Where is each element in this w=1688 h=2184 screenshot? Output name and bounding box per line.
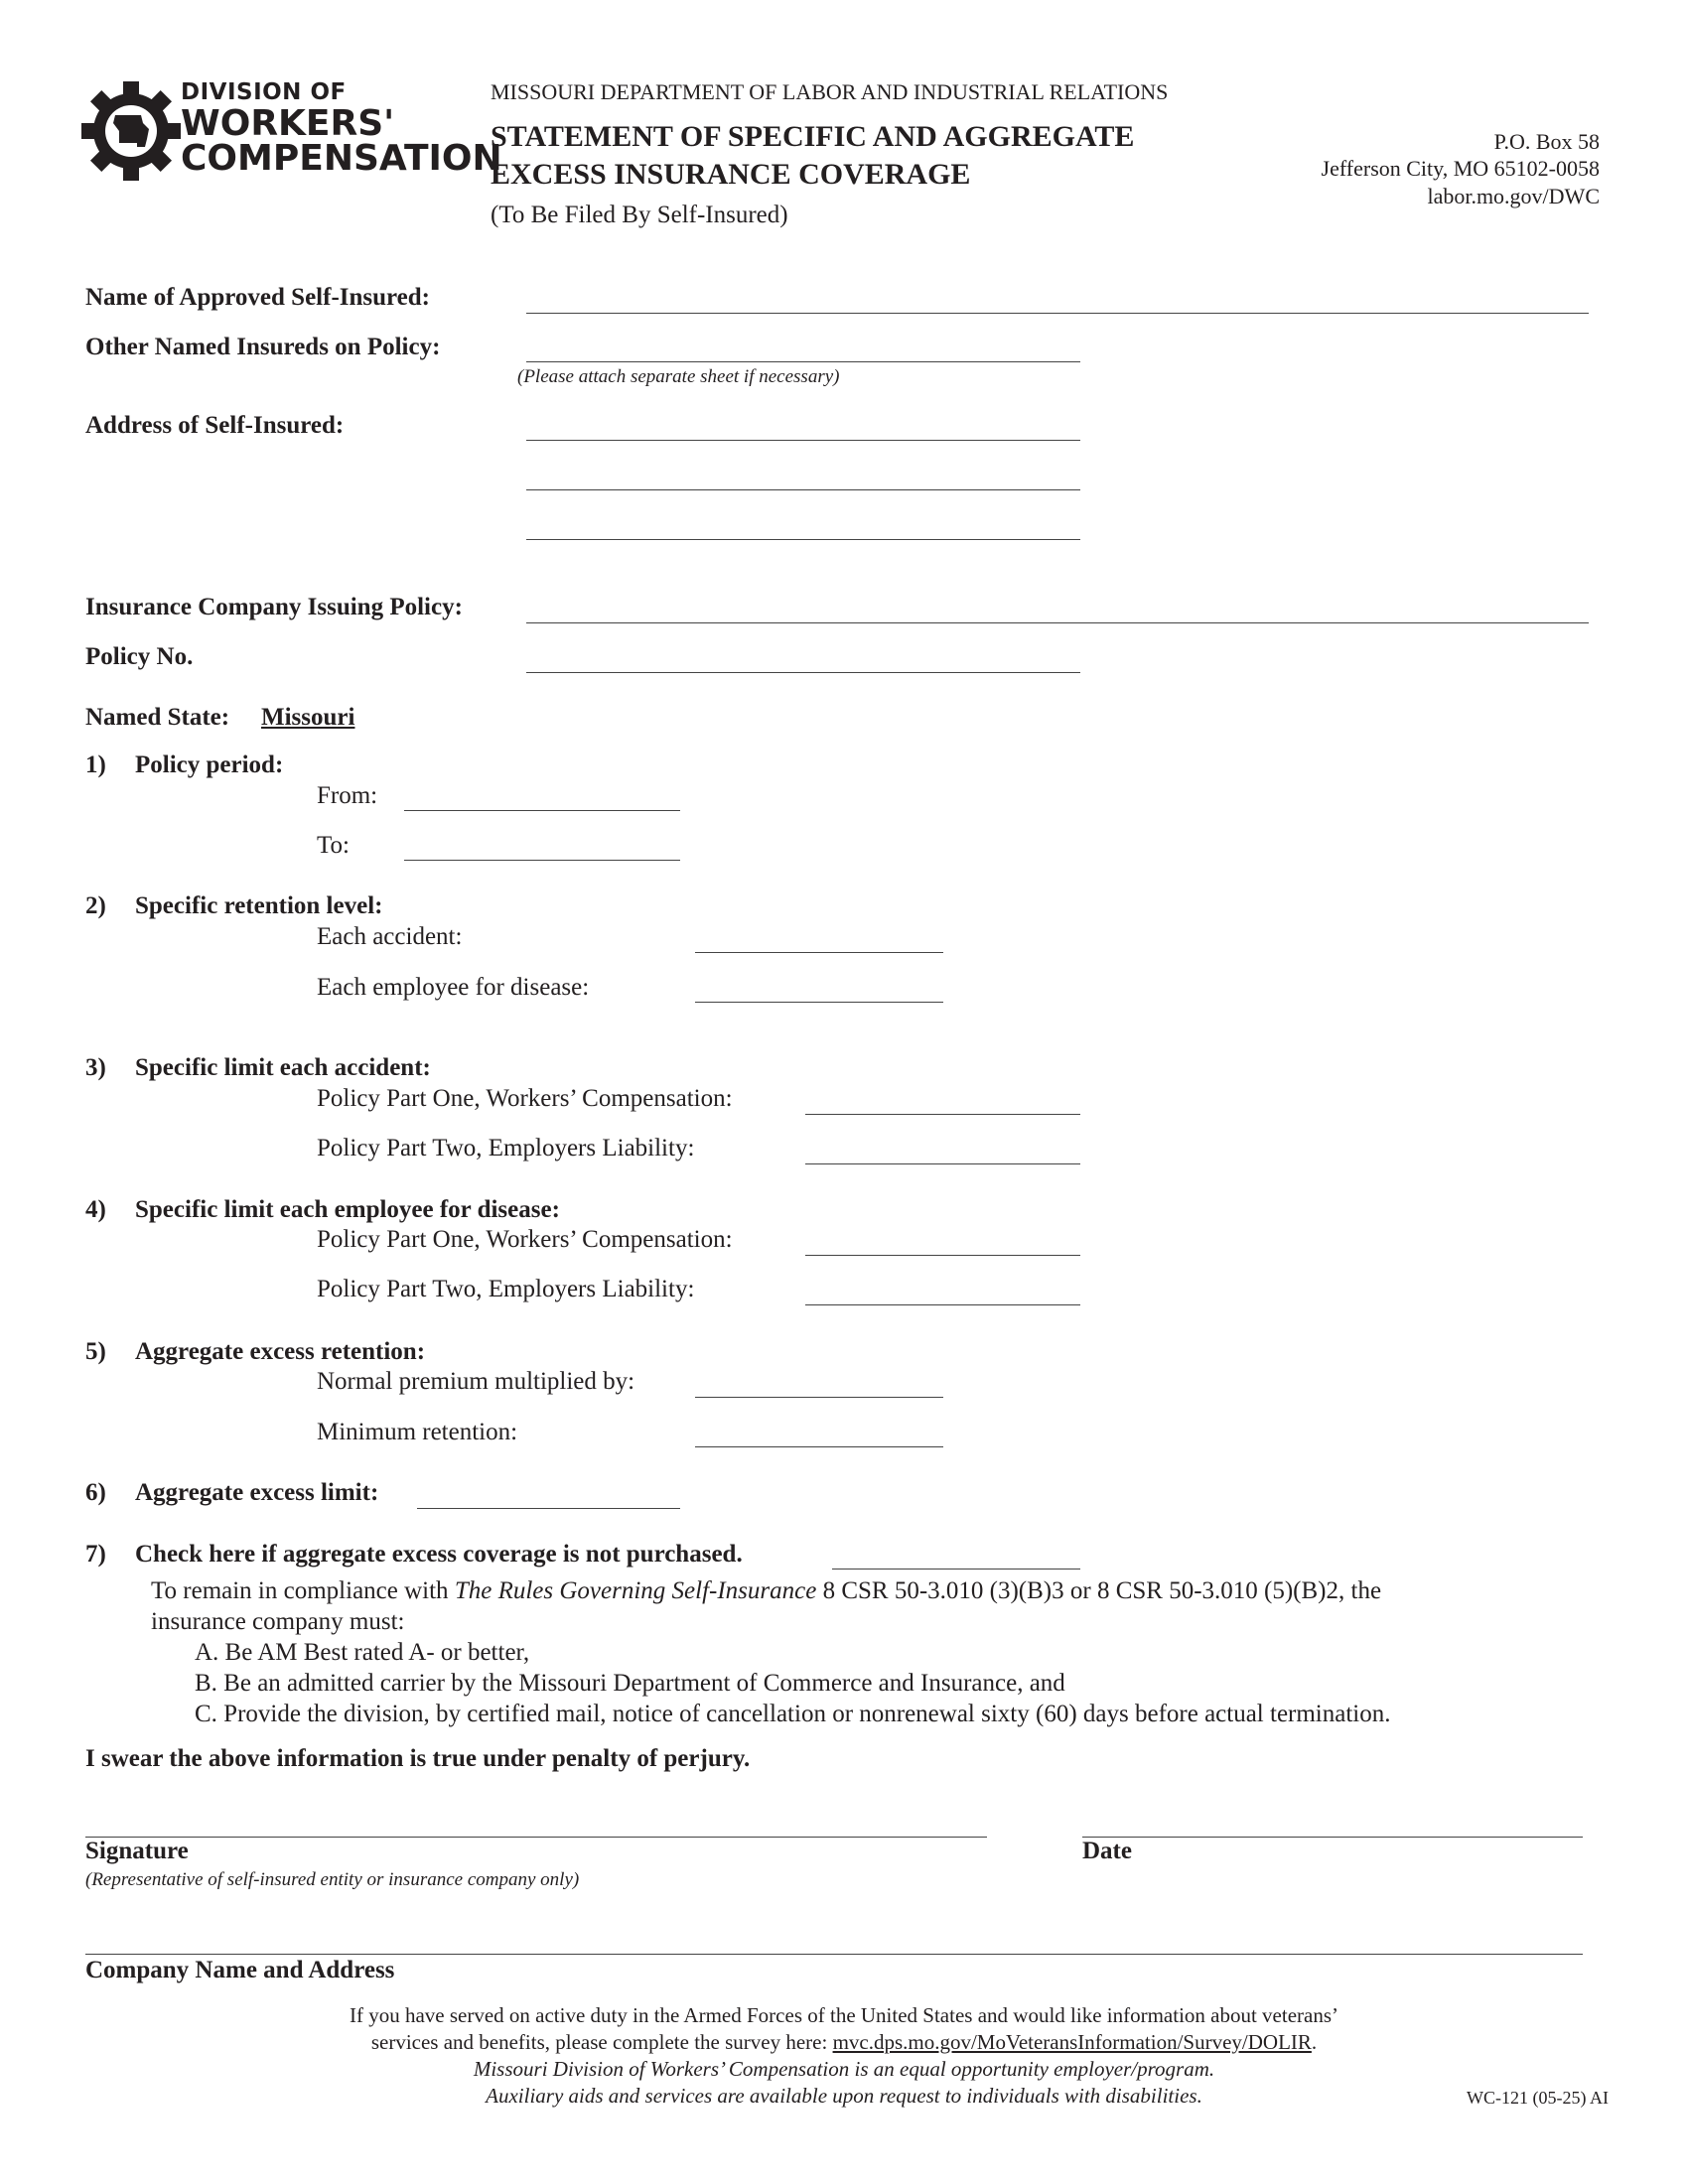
- company-name-address-label: Company Name and Address: [85, 1957, 395, 1983]
- minimum-retention-field[interactable]: [695, 1446, 943, 1447]
- form-id: WC-121 (05-25) AI: [1467, 2088, 1609, 2108]
- policy-number-field[interactable]: [526, 672, 1080, 673]
- s3-workers-comp-field[interactable]: [805, 1114, 1080, 1115]
- insurance-company-field[interactable]: [526, 622, 1589, 623]
- section-6-number: 6): [85, 1479, 106, 1506]
- address-line2: Jefferson City, MO 65102-0058: [1321, 156, 1600, 181]
- s4-employers-liability-field[interactable]: [805, 1304, 1080, 1305]
- minimum-retention-label: Minimum retention:: [317, 1419, 518, 1445]
- form-title-line2: EXCESS INSURANCE COVERAGE: [491, 158, 971, 191]
- rules-paragraph-line1: [151, 1577, 1381, 1605]
- other-insureds-field[interactable]: [526, 361, 1080, 362]
- section-3-number: 3): [85, 1054, 106, 1081]
- footer-survey-end: .: [1311, 2030, 1318, 2054]
- other-insureds-label: Other Named Insureds on Policy:: [85, 334, 441, 360]
- survey-link[interactable]: mvc.dps.mo.gov/MoVeteransInformation/Survey/DOLIR: [832, 2030, 1312, 2054]
- policy-to-field[interactable]: [404, 860, 680, 861]
- address-field-3[interactable]: [526, 539, 1080, 540]
- signature-note: (Representative of self-insured entity or insurance company only): [85, 1869, 580, 1890]
- address-field-2[interactable]: [526, 489, 1080, 490]
- normal-premium-field[interactable]: [695, 1397, 943, 1398]
- each-accident-label: Each accident:: [317, 923, 463, 950]
- rules-paragraph-line2: insurance company must:: [151, 1608, 405, 1635]
- section-2-number: 2): [85, 892, 106, 919]
- perjury-statement: I swear the above information is true under penalty of perjury.: [85, 1745, 751, 1772]
- section-1-title: Policy period:: [135, 751, 284, 778]
- section-2-title: Specific retention level:: [135, 892, 383, 919]
- footer-equal-opportunity: Missouri Division of Workers’ Compensation is an equal opportunity employer/program.: [473, 2057, 1215, 2081]
- named-state-label: Named State:: [85, 704, 230, 731]
- section-3-title: Specific limit each accident:: [135, 1054, 431, 1081]
- name-label: Name of Approved Self-Insured:: [85, 284, 431, 311]
- policy-number-label: Policy No.: [85, 643, 194, 670]
- s3-employers-liability-field[interactable]: [805, 1163, 1080, 1164]
- footer-auxiliary-aids: Auxiliary aids and services are available upon request to individuals with disabilities.: [486, 2084, 1202, 2108]
- section-7-number: 7): [85, 1541, 106, 1568]
- rule-b: B. Be an admitted carrier by the Missouri Department of Commerce and Insurance, and: [195, 1670, 1065, 1697]
- date-label: Date: [1082, 1838, 1132, 1864]
- insurance-company-label: Insurance Company Issuing Policy:: [85, 594, 463, 620]
- logo-line1: DIVISION OF: [181, 79, 347, 105]
- rule-c: C. Provide the division, by certified mail, notice of cancellation or nonrenewal sixty (60) days before actual termination.: [195, 1701, 1391, 1727]
- policy-from-label: From:: [317, 782, 378, 809]
- section-6-title: Aggregate excess limit:: [135, 1479, 379, 1506]
- signature-label: Signature: [85, 1838, 189, 1864]
- name-field[interactable]: [526, 313, 1589, 314]
- company-name-address-field[interactable]: [85, 1954, 1583, 1955]
- aggregate-limit-field[interactable]: [417, 1508, 680, 1509]
- form-title-line1: STATEMENT OF SPECIFIC AND AGGREGATE: [491, 120, 1135, 153]
- department-name: MISSOURI DEPARTMENT OF LABOR AND INDUSTRIAL RELATIONS: [491, 79, 1169, 104]
- address-label: Address of Self-Insured:: [85, 412, 345, 439]
- each-employee-disease-field[interactable]: [695, 1002, 943, 1003]
- date-field[interactable]: [1082, 1837, 1583, 1838]
- each-accident-field[interactable]: [695, 952, 943, 953]
- rule-a: A. Be AM Best rated A- or better,: [195, 1639, 530, 1666]
- section-4-title: Specific limit each employee for disease:: [135, 1196, 560, 1223]
- section-5-title: Aggregate excess retention:: [135, 1338, 426, 1365]
- each-employee-disease-label: Each employee for disease:: [317, 974, 590, 1001]
- address-line3: labor.mo.gov/DWC: [1427, 184, 1600, 208]
- section-4-number: 4): [85, 1196, 106, 1223]
- named-state-value: Missouri: [261, 704, 355, 731]
- footer-survey-text: services and benefits, please complete the survey here:: [370, 2030, 833, 2054]
- rules-pre: To remain in compliance with: [151, 1577, 455, 1604]
- address-line1: P.O. Box 58: [1493, 129, 1600, 154]
- s3-workers-comp-label: Policy Part One, Workers’ Compensation:: [317, 1085, 733, 1112]
- normal-premium-label: Normal premium multiplied by:: [317, 1368, 635, 1395]
- policy-from-field[interactable]: [404, 810, 680, 811]
- address-field-1[interactable]: [526, 440, 1080, 441]
- s4-workers-comp-field[interactable]: [805, 1255, 1080, 1256]
- section-5-number: 5): [85, 1338, 106, 1365]
- logo-line3: COMPENSATION: [181, 138, 502, 179]
- logo-line2: WORKERS': [181, 103, 395, 144]
- s4-employers-liability-label: Policy Part Two, Employers Liability:: [317, 1276, 695, 1302]
- logo: [79, 77, 502, 187]
- rules-post: 8 CSR 50-3.010 (3)(B)3 or 8 CSR 50-3.010 (5)(B)2, the: [816, 1577, 1382, 1604]
- section-1-number: 1): [85, 751, 106, 778]
- form-subtitle: (To Be Filed By Self-Insured): [491, 202, 788, 228]
- footer-veterans-line1: If you have served on active duty in the Armed Forces of the United States and would like information about veterans’: [349, 2003, 1339, 2027]
- other-insureds-note: (Please attach separate sheet if necessary): [517, 366, 840, 387]
- signature-field[interactable]: [85, 1837, 987, 1838]
- s3-employers-liability-label: Policy Part Two, Employers Liability:: [317, 1135, 695, 1161]
- s4-workers-comp-label: Policy Part One, Workers’ Compensation:: [317, 1226, 733, 1253]
- policy-to-label: To:: [317, 832, 350, 859]
- rules-title: The Rules Governing Self-Insurance: [454, 1577, 817, 1604]
- section-7-title: Check here if aggregate excess coverage is not purchased.: [135, 1541, 743, 1568]
- gear-icon: [79, 79, 183, 183]
- footer-veterans-line2: [0, 2030, 1688, 2055]
- not-purchased-check-field[interactable]: [832, 1569, 1080, 1570]
